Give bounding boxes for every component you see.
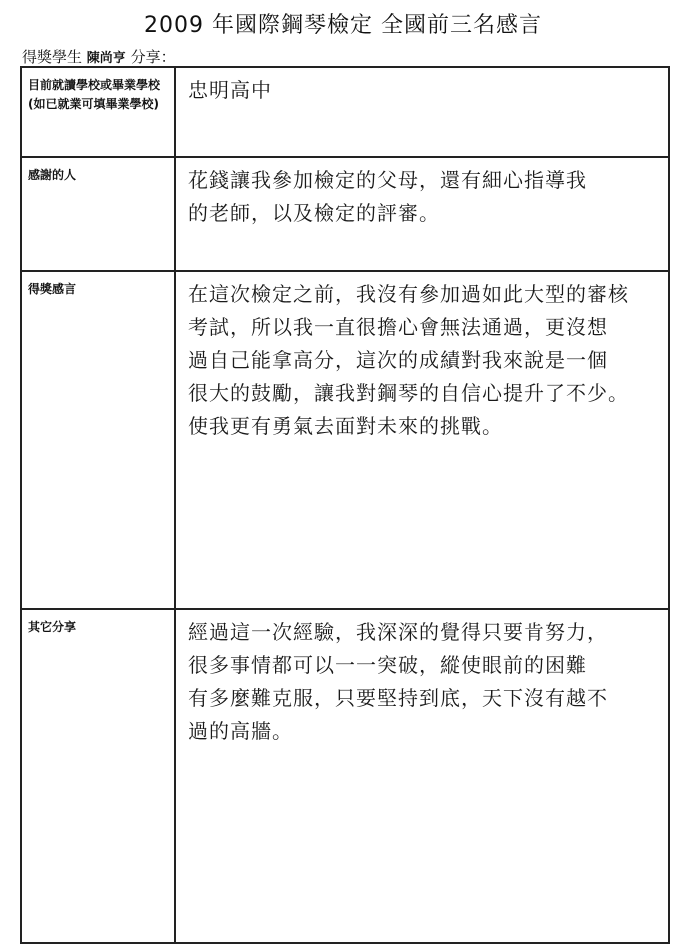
- content-line: 很多事情都可以一一突破，縱使眼前的困難: [188, 653, 587, 677]
- student-suffix: 分享：: [130, 48, 176, 66]
- student-label: 得獎學生: [22, 48, 83, 66]
- row-label-thanks: 感謝的人: [22, 158, 176, 270]
- content-line: 的老師，以及檢定的評審。: [188, 201, 440, 225]
- content-line: 過自己能拿高分，這次的成績對我來說是一個: [188, 348, 608, 372]
- content-line: 很大的鼓勵，讓我對鋼琴的自信心提升了不少。: [188, 381, 629, 405]
- row-school: [22, 68, 668, 158]
- content-line: 忠明高中: [188, 78, 272, 102]
- page-title: 2009 年國際鋼琴檢定 全國前三名感言: [144, 13, 542, 38]
- content-line: 在這次檢定之前，我沒有參加過如此大型的審核: [188, 282, 629, 306]
- content-line: 有多麼難克服，只要堅持到底，天下沒有越不: [188, 686, 608, 710]
- content-line: 使我更有勇氣去面對未來的挑戰。: [188, 414, 503, 438]
- row-content-thanks: [176, 158, 668, 270]
- row-label-award-speech: 得獎感言: [22, 272, 176, 608]
- row-award-speech: [22, 272, 668, 610]
- row-label-other-sharing: 其它分享: [22, 610, 176, 944]
- testimonial-form: [20, 66, 670, 944]
- content-line: 經過這一次經驗，我深深的覺得只要肯努力，: [188, 620, 608, 644]
- content-line: 花錢讓我參加檢定的父母，還有細心指導我: [188, 168, 587, 192]
- content-line: 過的高牆。: [188, 719, 293, 743]
- row-label-school: 目前就讀學校或畢業學校(如已就業可填畢業學校): [22, 68, 176, 156]
- row-thanks: [22, 158, 668, 272]
- student-name: 陳尚亨: [86, 51, 126, 66]
- row-content-other-sharing: [176, 610, 668, 944]
- student-line: [22, 46, 176, 67]
- content-line: 考試，所以我一直很擔心會無法通過，更沒想: [188, 315, 608, 339]
- row-content-school: [176, 68, 668, 156]
- row-other-sharing: [22, 610, 668, 944]
- row-content-award-speech: [176, 272, 668, 608]
